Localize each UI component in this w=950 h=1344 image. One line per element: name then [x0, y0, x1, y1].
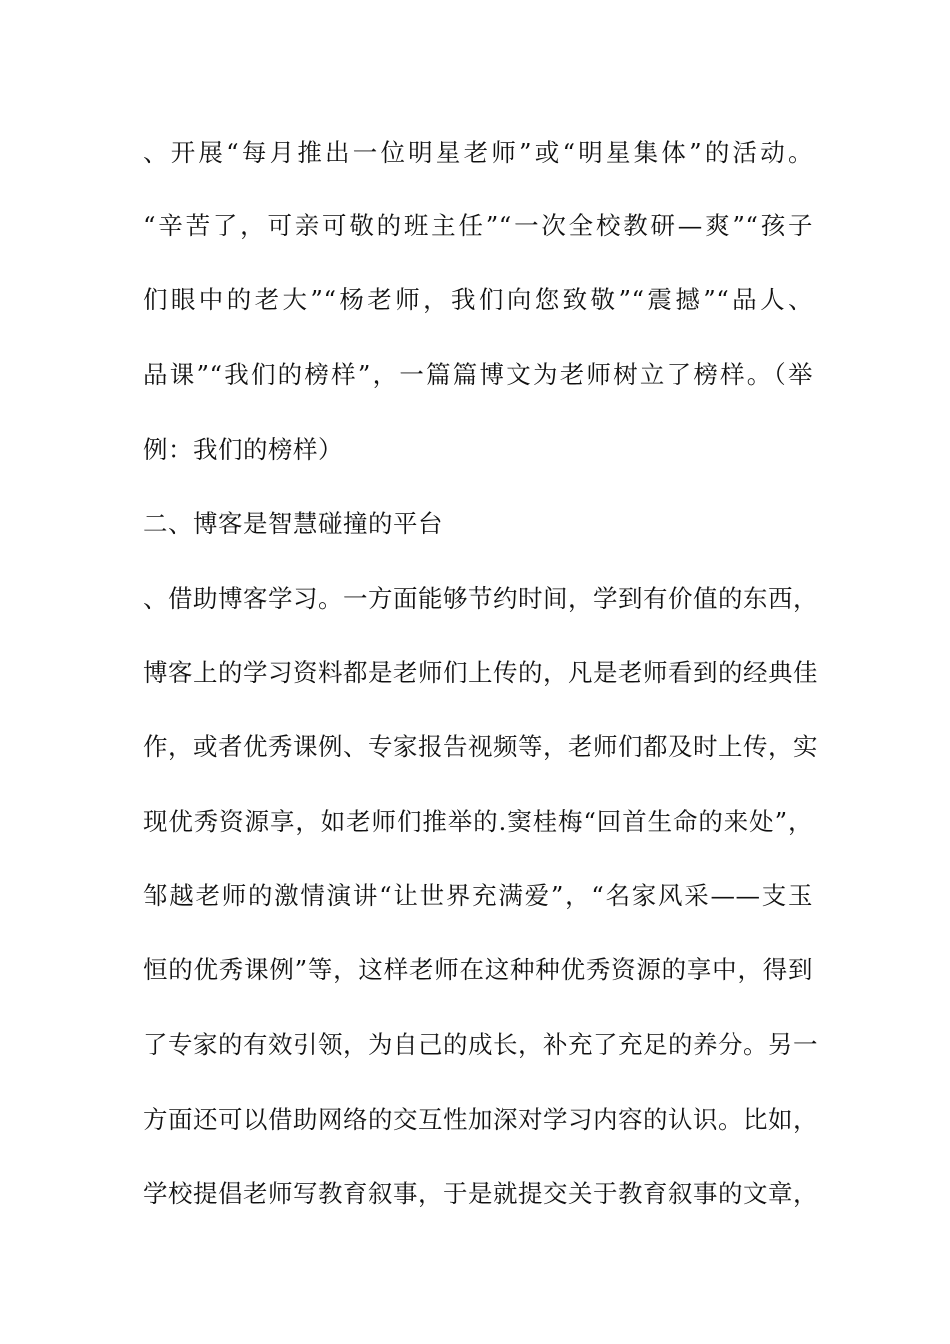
text-line-14: 方面还可以借助网络的交互性加深对学习内容的认识。比如， — [143, 1105, 818, 1134]
text-line-7: 、借助博客学习。一方面能够节约时间，学到有价值的东西， — [143, 584, 818, 613]
text-line-10: 现优秀资源享，如老师们推举的.窦桂梅“回首生命的来处”， — [143, 807, 813, 836]
text-line-9: 作，或者优秀课例、专家报告视频等，老师们都及时上传，实 — [143, 732, 818, 761]
text-line-12: 恒的优秀课例”等，这样老师在这种种优秀资源的享中，得到 — [143, 955, 813, 984]
text-line-11: 邹越老师的激情演讲“让世界充满爱”，“名家风采——支玉 — [143, 881, 813, 910]
text-line-2: “辛苦了，可亲可敬的班主任”“一次全校教研—爽”“孩子 — [143, 211, 813, 240]
section-heading: 二、博客是智慧碰撞的平台 — [143, 509, 443, 538]
text-line-4: 品课”“我们的榜样”，一篇篇博文为老师树立了榜样。（举 — [143, 360, 813, 389]
text-line-1: 、开展“每月推出一位明星老师”或“明星集体”的活动。 — [143, 138, 813, 167]
text-line-15: 学校提倡老师写教育叙事，于是就提交关于教育叙事的文章， — [143, 1179, 818, 1208]
text-line-13: 了专家的有效引领，为自己的成长，补充了充足的养分。另一 — [143, 1030, 818, 1059]
text-line-5: 例：我们的榜样） — [143, 435, 343, 464]
text-line-8: 博客上的学习资料都是老师们上传的，凡是老师看到的经典佳 — [143, 658, 818, 687]
text-line-3: 们眼中的老大”“杨老师，我们向您致敬”“震撼”“品人、 — [143, 285, 813, 314]
